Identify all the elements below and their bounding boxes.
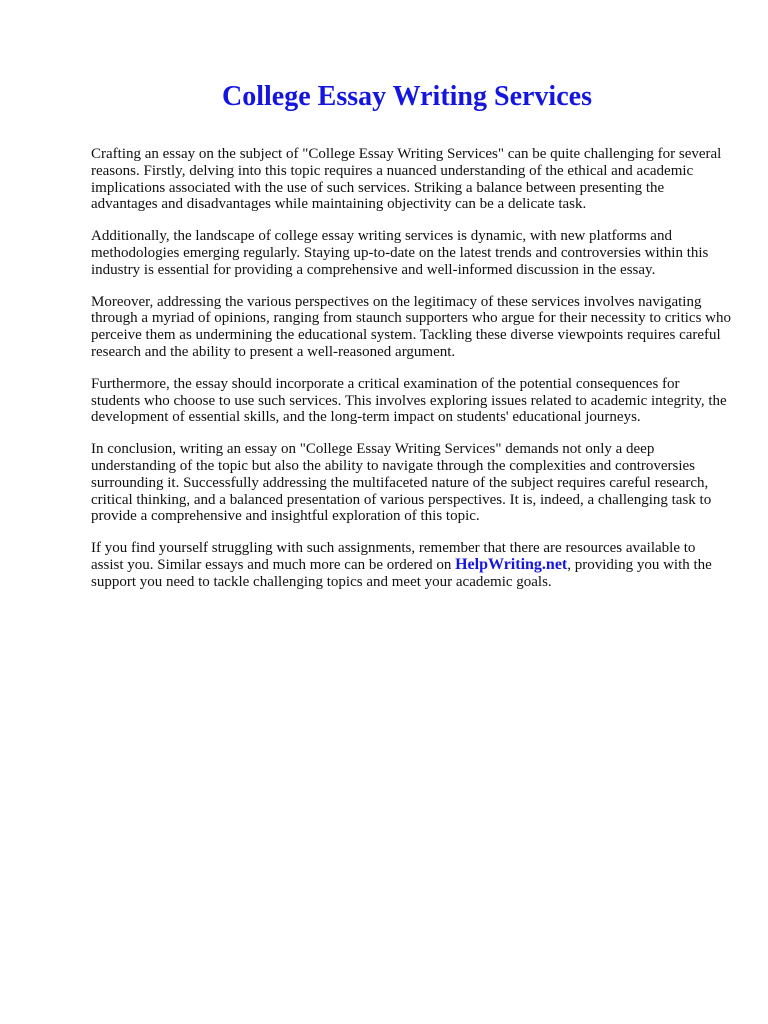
- document-body: [91, 146, 731, 606]
- paragraph-3: Moreover, addressing the various perspectives on the legitimacy of these services involves navigating through a myriad of opinions, ranging from staunch supporters who argue for their necessity to critics who perceive them as undermining the educational system. Tackling these diverse viewpoints requires careful research and the ability to present a well-reasoned argument.: [91, 293, 731, 360]
- helpwriting-link[interactable]: HelpWriting.net: [455, 555, 568, 573]
- document-title: College Essay Writing Services: [222, 81, 592, 112]
- closing-text-after-link: , providing you with the support you need to tackle challenging topics and meet your academic goals.: [91, 556, 712, 590]
- closing-text-before-link: If you find yourself struggling with such assignments, remember that there are resources available to assist you. Similar essays and much more can be ordered on: [91, 540, 696, 573]
- closing-paragraph: [91, 540, 731, 590]
- paragraph-4: Furthermore, the essay should incorporate a critical examination of the potential consequences for students who choose to use such services. This involves exploring issues related to academic integrity, the development of essential skills, and the long-term impact on students' educational journeys.: [91, 375, 727, 426]
- paragraph-2: Additionally, the landscape of college essay writing services is dynamic, with new platforms and methodologies emerging regularly. Staying up-to-date on the latest trends and controversies within this industry is essential for providing a comprehensive and well-informed discussion in the essay.: [91, 228, 709, 278]
- paragraph-1: Crafting an essay on the subject of "College Essay Writing Services" can be quite challenging for several reasons. Firstly, delving into this topic requires a nuanced understanding of the ethical and academic implications associated with the use of such services. Striking a balance between presenting the advantages and disadvantages while maintaining objectivity can be a delicate task.: [91, 146, 722, 213]
- paragraph-5: In conclusion, writing an essay on "College Essay Writing Services" demands not only a deep understanding of the topic but also the ability to navigate through the complexities and controversies surrounding it. Successfully addressing the multifaceted nature of the subject requires careful research, critical thinking, and a balanced presentation of various perspectives. It is, indeed, a challenging task to provide a comprehensive and insightful exploration of this topic.: [91, 441, 712, 525]
